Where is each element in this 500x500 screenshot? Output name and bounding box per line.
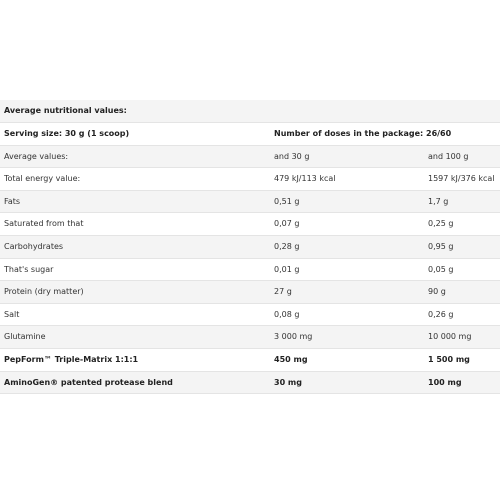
table-cell-c1: Glutamine [4, 332, 46, 342]
table-cell-c1: Salt [4, 309, 20, 319]
table-cell-c1: Fats [4, 196, 21, 206]
table-cell-c1: AminoGen® patented protease blend [4, 377, 173, 387]
table-row [0, 146, 500, 169]
table-cell-c2: 27 g [274, 287, 292, 297]
table-cell-c2: 0,28 g [274, 241, 300, 251]
table-cell-c3: and 100 g [428, 151, 469, 161]
table-cell-c2: 30 mg [274, 377, 302, 387]
table-title-row [0, 100, 500, 123]
table-row [0, 349, 500, 372]
table-body [0, 123, 500, 394]
table-row [0, 213, 500, 236]
table-row [0, 123, 500, 146]
table-row [0, 304, 500, 327]
table-cell-c1: Protein (dry matter) [4, 287, 84, 297]
table-title: Average nutritional values: [4, 106, 127, 115]
table-cell-c3: 1597 kJ/376 kcal [428, 174, 495, 184]
table-row [0, 281, 500, 304]
table-cell-c2: 3 000 mg [274, 332, 313, 342]
table-cell-c2: and 30 g [274, 151, 310, 161]
table-cell-c2: 0,51 g [274, 196, 300, 206]
table-row [0, 191, 500, 214]
table-cell-c3: 0,05 g [428, 264, 454, 274]
table-cell-c1: Serving size: 30 g (1 scoop) [4, 129, 130, 138]
table-cell-c2: 0,07 g [274, 219, 300, 229]
nutrition-table [0, 100, 500, 394]
table-cell-c1: Total energy value: [4, 174, 81, 184]
table-cell-c1: Carbohydrates [4, 241, 64, 251]
table-cell-c1: PepForm™ Triple-Matrix 1:1:1 [4, 354, 139, 364]
table-cell-c3: 1,7 g [428, 196, 449, 206]
table-cell-c2: Number of doses in the package: 26/60 [274, 129, 452, 138]
table-cell-c1: Saturated from that [4, 219, 84, 229]
table-row [0, 236, 500, 259]
table-cell-c3: 10 000 mg [428, 332, 472, 342]
table-cell-c1: That's sugar [4, 264, 54, 274]
table-cell-c3: 0,95 g [428, 241, 454, 251]
table-cell-c2: 0,01 g [274, 264, 300, 274]
table-row [0, 168, 500, 191]
table-cell-c3: 0,26 g [428, 309, 454, 319]
table-cell-c1: Average values: [4, 151, 69, 161]
table-row [0, 259, 500, 282]
table-cell-c3: 1 500 mg [428, 354, 470, 364]
table-cell-c3: 90 g [428, 287, 446, 297]
table-cell-c3: 0,25 g [428, 219, 454, 229]
table-cell-c2: 450 mg [274, 354, 308, 364]
table-row [0, 326, 500, 349]
table-cell-c3: 100 mg [428, 377, 462, 387]
table-cell-c2: 479 kJ/113 kcal [274, 174, 336, 184]
table-row [0, 372, 500, 395]
table-cell-c2: 0,08 g [274, 309, 300, 319]
